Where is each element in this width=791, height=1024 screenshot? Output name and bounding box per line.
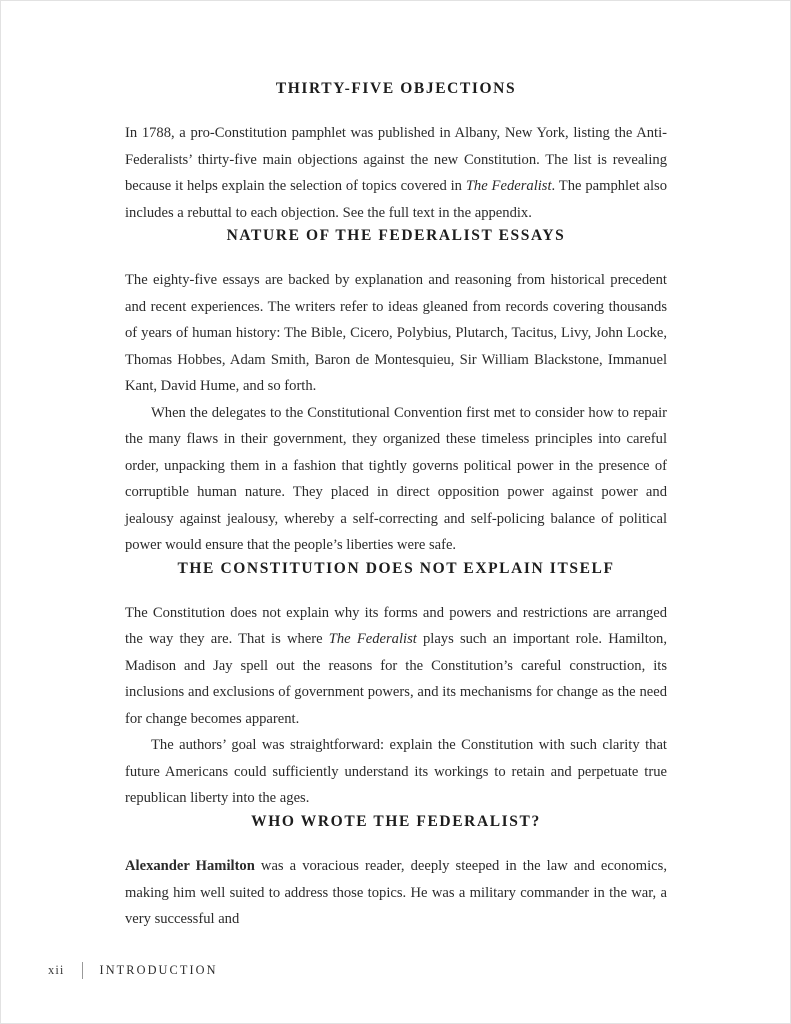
footer-divider <box>82 962 83 979</box>
page-number: xii <box>48 963 65 977</box>
paragraph-essays-backing: The eighty-five essays are backed by explanation and reasoning from historical precedent and recent experiences. The writers refer to ideas gleaned from records covering thousands of years of human history: The Bible, Cicero, Polybius, Plutarch, Tacitus, Livy, John Locke, Thomas Hobbes, Adam Smith, Baron de Montesquieu, Sir William Blackstone, Immanuel Kant, David Hume, and so forth. <box>125 272 667 395</box>
paragraph-text-segment: . The pamphlet also includes a rebuttal to each objection. See the full text in the appendix. <box>125 178 667 221</box>
paragraph-authors-goal: The authors’ goal was straightforward: explain the Constitution with such clarity that future Americans could sufficiently understand its workings to retain and perpetuate true republican liberty into the ages. <box>125 737 667 807</box>
section-heading-nature-of-the-federalist-essays: NATURE OF THE FEDERALIST ESSAYS <box>226 227 566 245</box>
section-heading-thirty-five-objections: THIRTY-FIVE OBJECTIONS <box>275 80 517 97</box>
paragraph-alexander-hamilton <box>125 853 667 933</box>
paragraph-constitution-forms-powers <box>125 600 667 733</box>
author-name-alexander-hamilton: Alexander Hamilton <box>125 858 255 875</box>
section-heading-constitution-does-not-explain-itself: THE CONSTITUTION DOES NOT EXPLAIN ITSELF <box>177 559 615 577</box>
page-content <box>125 79 667 933</box>
book-title-the-federalist: The Federalist <box>328 631 417 648</box>
paragraph-text-segment: plays such an important role. Hamilton, Madison and Jay spell out the reasons for the Constitution’s careful construction, its inclusions and exclusions of government powers, and its mechanisms for change as the need for change becomes apparent. <box>125 631 667 727</box>
section-heading-who-wrote-the-federalist: WHO WROTE THE FEDERALIST? <box>251 812 541 830</box>
running-head: INTRODUCTION <box>99 963 218 977</box>
paragraph-delegates-convention: When the delegates to the Constitutional Convention first met to consider how to repair the many flaws in their government, they organized these timeless principles into careful order, unpacking them in a fashion that tightly governs political power in the presence of corruptible human nature. They placed in direct opposition power against power and jealousy against jealousy, whereby a self-correcting and self-policing balance of political power would ensure that the people’s liberties were safe. <box>125 404 667 554</box>
page-footer <box>48 962 218 979</box>
paragraph-text-segment: In 1788, a pro-Constitution pamphlet was published in Albany, New York, listing the Anti-Federalists’ thirty-five main objections against the new Constitution. The list is revealing because it helps explain the selection of topics covered in <box>125 125 667 195</box>
paragraph-text-segment: The Constitution does not explain why its forms and powers and restrictions are arranged the way they are. That is where <box>125 604 667 648</box>
book-title-the-federalist: The Federalist <box>465 178 552 195</box>
paragraph-objections-intro <box>125 120 667 226</box>
paragraph-text-segment: was a voracious reader, deeply steeped in the law and economics, making him well suited to address those topics. He was a military commander in the war, a very successful and <box>125 858 667 928</box>
